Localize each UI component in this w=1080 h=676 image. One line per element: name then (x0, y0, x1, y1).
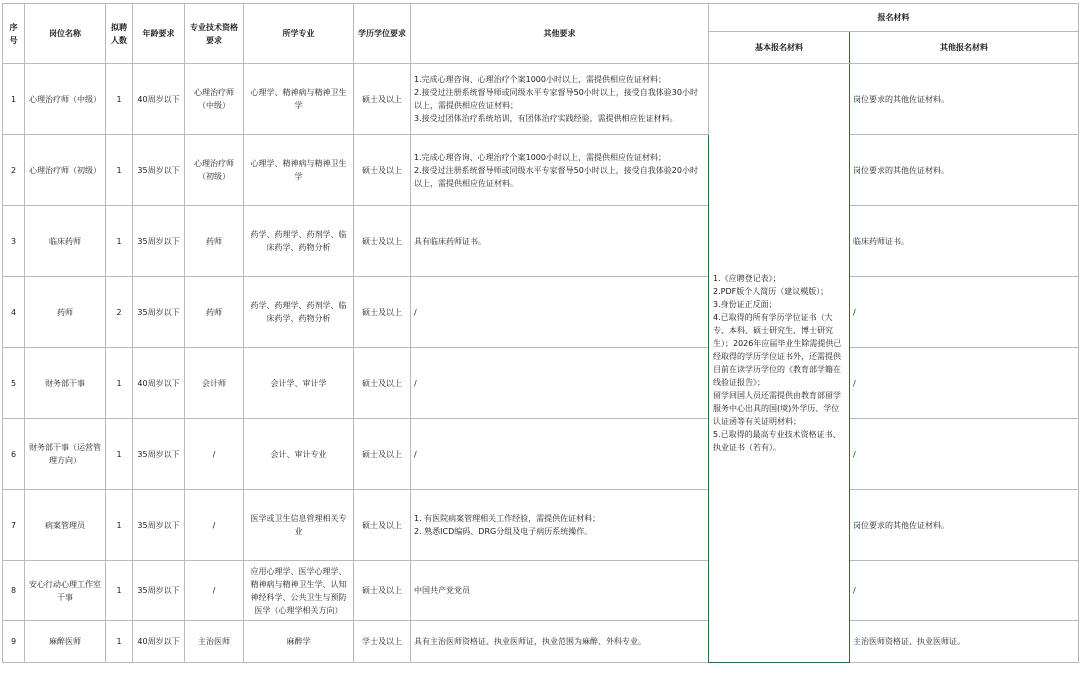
cell-qualification: / (185, 561, 244, 621)
cell-degree: 学士及以上 (354, 621, 411, 663)
cell-other-requirements (411, 64, 709, 135)
table-body (3, 64, 1079, 663)
cell-age: 35周岁以下 (133, 490, 185, 561)
cell-seq: 2 (3, 135, 25, 206)
cell-count: 1 (106, 621, 133, 663)
requirement-line: / (414, 449, 417, 459)
cell-seq: 5 (3, 348, 25, 419)
cell-other-materials: 临床药师证书。 (850, 206, 1079, 277)
table-row (3, 348, 1079, 419)
cell-basic-materials (709, 64, 850, 663)
cell-position: 财务部干事（运营管理方向） (25, 419, 106, 490)
cell-degree: 硕士及以上 (354, 206, 411, 277)
table-row (3, 135, 1079, 206)
cell-position: 心理治疗师（初级） (25, 135, 106, 206)
cell-age: 35周岁以下 (133, 206, 185, 277)
header-position: 岗位名称 (25, 4, 106, 64)
table-row (3, 621, 1079, 663)
recruitment-table (2, 3, 1079, 663)
basic-material-line: 4.已取得的所有学历学位证书（大专、本科、硕士研究生、博士研究生）；2026年应届毕业生除需提供已经取得的学历学位证书外，还需提供目前在读学历学位的《教育部学籍在线验证报告》； (713, 313, 842, 387)
cell-other-materials: / (850, 419, 1079, 490)
cell-count: 1 (106, 561, 133, 621)
requirement-line: 3.接受过团体治疗系统培训，有团体治疗实践经验，需提供相应佐证材料。 (414, 114, 678, 123)
cell-major: 药学、药理学、药剂学、临床药学、药物分析 (244, 206, 354, 277)
header-other: 其他要求 (411, 4, 709, 64)
cell-major: 心理学、精神病与精神卫生学 (244, 135, 354, 206)
requirement-line: 2. 熟悉ICD编码、DRG分组及电子病历系统操作。 (414, 527, 593, 536)
cell-position: 药师 (25, 277, 106, 348)
cell-age: 35周岁以下 (133, 277, 185, 348)
cell-position: 麻醉医师 (25, 621, 106, 663)
cell-major: 应用心理学、医学心理学、精神病与精神卫生学、认知神经科学、公共卫生与预防医学（心理学相关方向） (244, 561, 354, 621)
cell-qualification: 药师 (185, 206, 244, 277)
cell-other-materials: 岗位要求的其他佐证材料。 (850, 64, 1079, 135)
cell-other-requirements (411, 561, 709, 621)
header-count: 拟聘人数 (106, 4, 133, 64)
cell-degree: 硕士及以上 (354, 135, 411, 206)
cell-position: 病案管理员 (25, 490, 106, 561)
requirement-line: / (414, 378, 417, 388)
cell-other-requirements (411, 206, 709, 277)
table-row (3, 277, 1079, 348)
cell-degree: 硕士及以上 (354, 64, 411, 135)
cell-position: 财务部干事 (25, 348, 106, 419)
header-basic-materials: 基本报名材料 (709, 32, 850, 64)
cell-other-materials: 岗位要求的其他佐证材料。 (850, 135, 1079, 206)
cell-other-requirements (411, 348, 709, 419)
cell-qualification: 心理治疗师（中级） (185, 64, 244, 135)
cell-other-materials: / (850, 277, 1079, 348)
requirement-line: / (414, 307, 417, 317)
header-seq: 序号 (3, 4, 25, 64)
requirement-line: 1. 有医院病案管理相关工作经验，需提供佐证材料； (414, 514, 601, 523)
cell-qualification: 心理治疗师（初级） (185, 135, 244, 206)
cell-qualification: 主治医师 (185, 621, 244, 663)
cell-other-requirements (411, 135, 709, 206)
requirement-line: 具有主治医师资格证、执业医师证，执业范围为麻醉、外科专业。 (414, 637, 646, 646)
header-degree: 学历学位要求 (354, 4, 411, 64)
table-row (3, 419, 1079, 490)
cell-degree: 硕士及以上 (354, 419, 411, 490)
cell-other-materials: 主治医师资格证、执业医师证。 (850, 621, 1079, 663)
cell-count: 2 (106, 277, 133, 348)
cell-degree: 硕士及以上 (354, 490, 411, 561)
table-row (3, 206, 1079, 277)
header-age: 年龄要求 (133, 4, 185, 64)
cell-major: 会计学、审计学 (244, 348, 354, 419)
cell-count: 1 (106, 135, 133, 206)
cell-major: 会计、审计专业 (244, 419, 354, 490)
table-row (3, 490, 1079, 561)
cell-other-materials: / (850, 561, 1079, 621)
basic-material-line: 1.《应聘登记表》； (713, 274, 781, 283)
basic-material-line: 3.身份证正反面； (713, 300, 777, 309)
cell-age: 35周岁以下 (133, 135, 185, 206)
table-row (3, 561, 1079, 621)
header-materials: 报名材料 (709, 4, 1079, 32)
cell-seq: 1 (3, 64, 25, 135)
cell-other-requirements (411, 490, 709, 561)
cell-position: 心理治疗师（中级） (25, 64, 106, 135)
header-major: 所学专业 (244, 4, 354, 64)
cell-seq: 8 (3, 561, 25, 621)
cell-degree: 硕士及以上 (354, 277, 411, 348)
requirement-line: 2.接受过注册系统督导师或同级水平专家督导50小时以上，接受自我体验20小时以上，需提供相应佐证材料。 (414, 165, 698, 188)
requirement-line: 具有临床药师证书。 (414, 236, 486, 246)
cell-count: 1 (106, 419, 133, 490)
cell-other-requirements (411, 419, 709, 490)
cell-qualification: 会计师 (185, 348, 244, 419)
requirement-line: 中国共产党党员 (414, 586, 470, 595)
cell-major: 麻醉学 (244, 621, 354, 663)
basic-material-line: 留学回国人员还需提供由教育部留学服务中心出具的国(境)外学历、学位认证函等有关证明材料； (713, 391, 841, 426)
cell-position: 安心行动心理工作室干事 (25, 561, 106, 621)
cell-qualification: / (185, 490, 244, 561)
requirement-line: 1.完成心理咨询、心理治疗个案1000小时以上，需提供相应佐证材料； (414, 152, 666, 162)
table-row (3, 64, 1079, 135)
cell-seq: 4 (3, 277, 25, 348)
cell-count: 1 (106, 206, 133, 277)
cell-major: 心理学、精神病与精神卫生学 (244, 64, 354, 135)
header-qualification: 专业技术资格要求 (185, 4, 244, 64)
header-other-materials: 其他报名材料 (850, 32, 1079, 64)
cell-age: 35周岁以下 (133, 419, 185, 490)
cell-count: 1 (106, 64, 133, 135)
cell-seq: 6 (3, 419, 25, 490)
cell-position: 临床药师 (25, 206, 106, 277)
basic-material-line: 5.已取得的最高专业技术资格证书、执业证书（若有）。 (713, 430, 841, 452)
cell-count: 1 (106, 348, 133, 419)
cell-qualification: 药师 (185, 277, 244, 348)
cell-count: 1 (106, 490, 133, 561)
cell-major: 药学、药理学、药剂学、临床药学、药物分析 (244, 277, 354, 348)
cell-other-requirements (411, 621, 709, 663)
cell-age: 40周岁以下 (133, 348, 185, 419)
cell-seq: 9 (3, 621, 25, 663)
cell-other-requirements (411, 277, 709, 348)
cell-qualification: / (185, 419, 244, 490)
cell-age: 40周岁以下 (133, 64, 185, 135)
requirement-line: 1.完成心理咨询、心理治疗个案1000小时以上，需提供相应佐证材料； (414, 75, 666, 84)
requirement-line: 2.接受过注册系统督导师或同级水平专家督导50小时以上，接受自我体验30小时以上，需提供相应佐证材料； (414, 88, 698, 110)
cell-seq: 3 (3, 206, 25, 277)
cell-age: 40周岁以下 (133, 621, 185, 663)
cell-seq: 7 (3, 490, 25, 561)
cell-age: 35周岁以下 (133, 561, 185, 621)
cell-degree: 硕士及以上 (354, 561, 411, 621)
basic-material-line: 2.PDF版个人简历（建议模版）； (713, 287, 829, 296)
cell-other-materials: / (850, 348, 1079, 419)
cell-degree: 硕士及以上 (354, 348, 411, 419)
cell-major: 医学或卫生信息管理相关专业 (244, 490, 354, 561)
cell-other-materials: 岗位要求的其他佐证材料。 (850, 490, 1079, 561)
